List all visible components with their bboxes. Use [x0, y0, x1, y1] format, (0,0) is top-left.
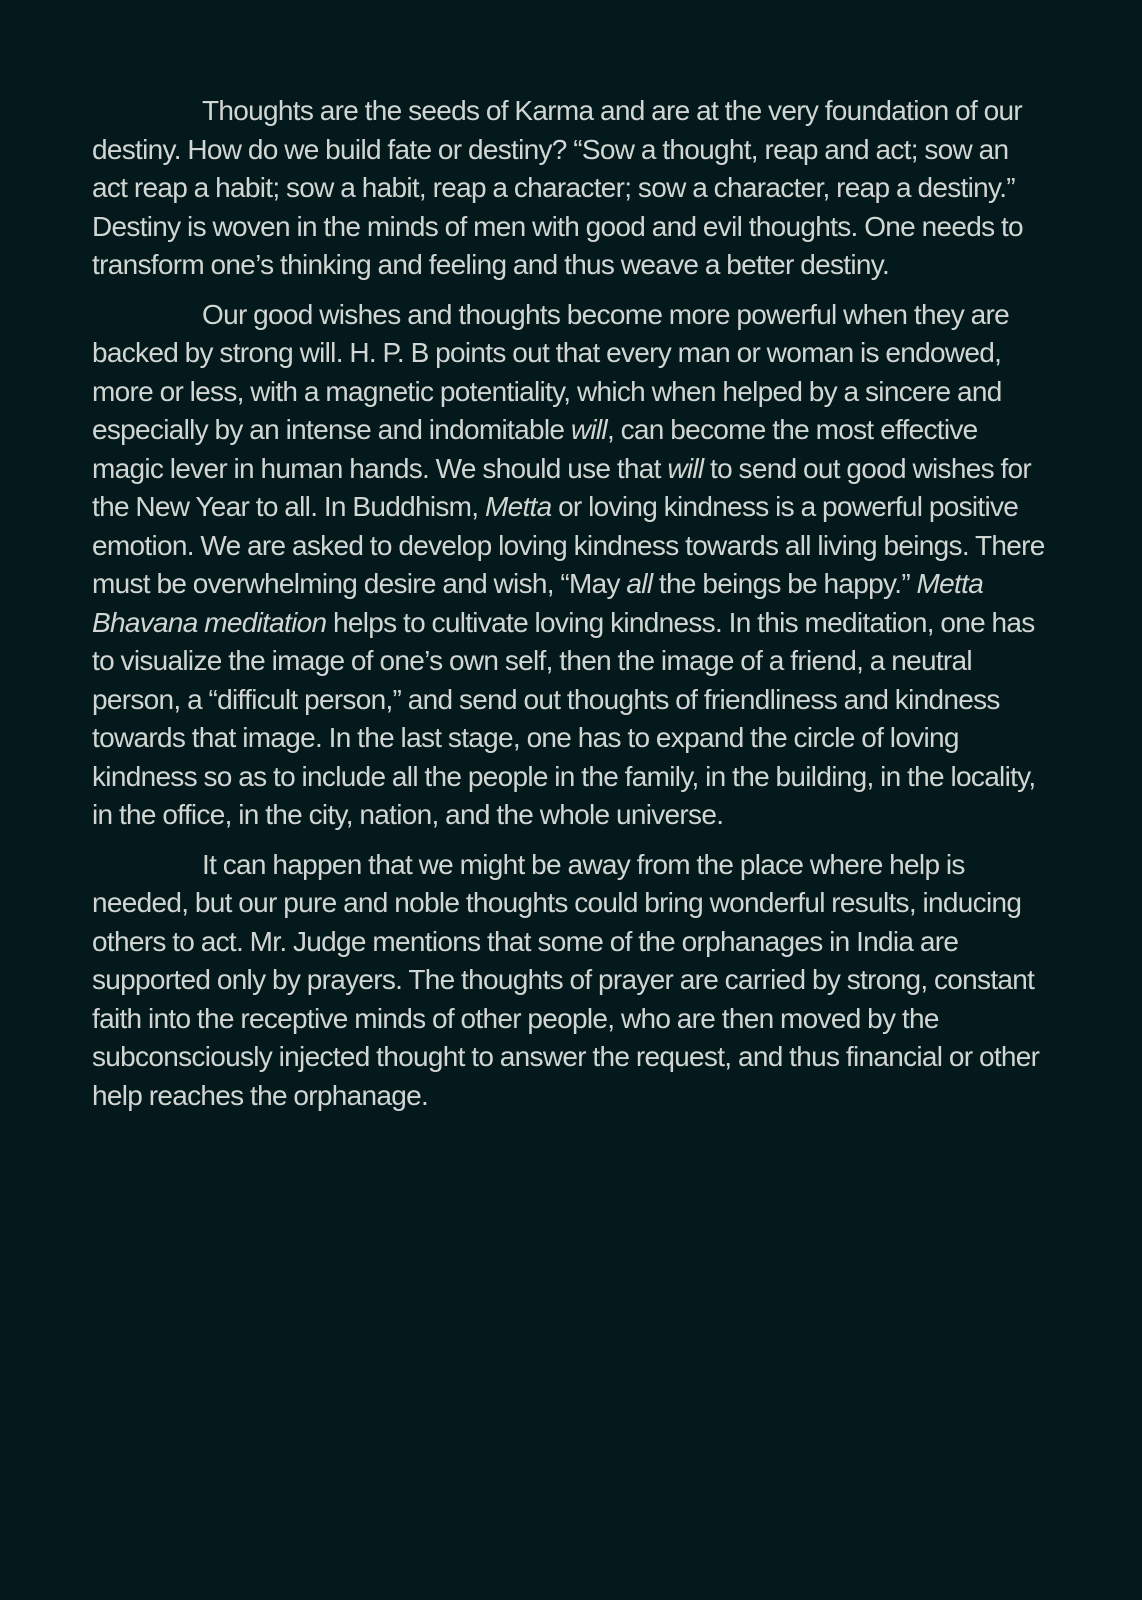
- italic-text-segment: all: [626, 568, 653, 599]
- paragraph-thoughts-karma: [92, 92, 1050, 285]
- paragraph-orphanages: [92, 846, 1050, 1116]
- text-segment: helps to cultivate loving kindness. In this meditation, one has to visualize the image of one’s own self, then the image of a friend, a neutral person, a “difficult person,” and send out thoughts of friendliness and kindness towards that image. In the last stage, one has to expand the circle of loving kindness so as to include all the people in the family, in the building, in the locality, in the office, in the city, nation, and the whole universe.: [92, 606, 1036, 830]
- text-segment: It can happen that we might be away from the place where help is needed, but our pure and noble thoughts could bring wonderful results, inducing others to act. Mr. Judge mentions that some of the orphanages in India are supported only by prayers. The thoughts of prayer are carried by strong, constant faith into the receptive minds of other people, who are then moved by the subconsciously injected thought to answer the request, and thus financial or other help reaches the orphanage.: [92, 848, 1040, 1111]
- text-segment: the beings be happy.”: [652, 568, 917, 599]
- italic-text-segment: Metta Bhavana meditation: [92, 568, 984, 638]
- text-segment: Our good wishes and thoughts become more powerful when they are backed by strong will. H. P. B points out that every man or woman is endowed, more or less, with a magnetic potentiality, which when helped by a sincere and especially by an intense and indomitable: [92, 298, 1009, 445]
- text-segment: to send out good wishes for the New Year to all. In Buddhism,: [92, 452, 1032, 522]
- italic-text-segment: will: [570, 414, 607, 445]
- italic-text-segment: will: [667, 452, 704, 484]
- text-segment: Thoughts are the seeds of Karma and are at the very foundation of our destiny. How do we build fate or destiny? “Sow a thought, reap and act; sow an act reap a habit; sow a habit, reap a character; sow a character, reap a destiny.” Destiny is woven in the minds of men with good and evil thoughts. One needs to transform one’s thinking and feeling and thus weave a better destiny.: [92, 95, 1023, 280]
- text-segment: , can become the most effective magic lever in human hands. We should use that: [92, 414, 978, 484]
- paragraph-good-wishes: [92, 296, 1050, 835]
- text-segment: or loving kindness is a powerful positive emotion. We are asked to develop loving kindness towards all living beings. There must be overwhelming desire and wish, “May: [92, 491, 1045, 599]
- italic-text-segment: Metta: [484, 491, 552, 522]
